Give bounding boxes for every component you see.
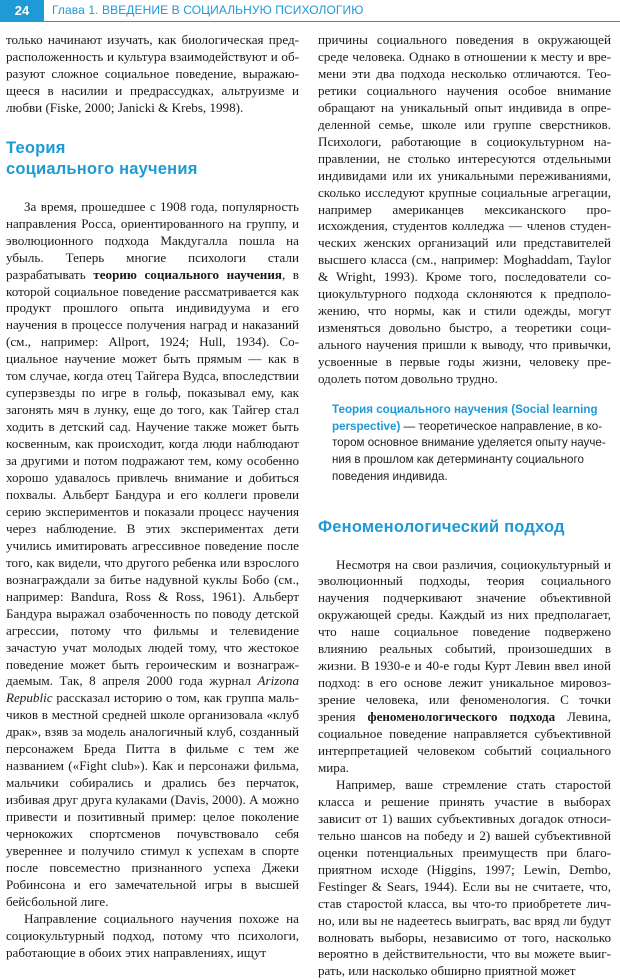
- running-header: [0, 0, 620, 22]
- definition-term: Теория социального научения (Social learning perspective): [332, 403, 598, 433]
- journal-title: Arizona Republic: [6, 673, 299, 706]
- text-run: За время, прошедшее с 1908 года, популярность направления Росса, ориентированного на группу, и эволюционного подхода Макдугалла пошла на убыль. Теперь многие психологи стали разрабатывать: [6, 198, 299, 282]
- text-run: Левина, социальное поведение направляется субъективной интерпретацией человеком событий социального мира.: [318, 709, 612, 775]
- section-heading-social-learning: [6, 138, 299, 180]
- body-paragraph: Например, ваше стремление стать старостой класса и решение принять участие в выборах зависит от 1) ваших субъективных догадок относительно шансов на победу и 2) вашей субъективной оценки потенциальных преимуществ при благоприятном исходе (Higgins, 1997; Lewin, Dembo, Festinger & Sears, 1944). Если вы не считаете, что, став старостой класса, вы что-то приобретете лично, или вы не надеетесь выиграть, вас вряд ли будут волновать выборы, независимо от того, насколько вероятно в действительности, что вы можете выиграть, или насколько обширно приятной может: [318, 776, 611, 979]
- body-paragraph: [318, 557, 611, 777]
- body-paragraph: [6, 199, 299, 911]
- continued-paragraph: причины социального поведения в окружающей среде человека. Однако в отношении к месту и времени эти два подхода несколько отличаются. Теоретики социального научения особое внимание обращают на уникальный опыт индивида в определенной семье, школе или группе сверстников. Психологи, работающие в социокультурном направлении, не столько интересуются отдельными индивидами или их уникальными переживаниями, сколько исследуют крупные социальные агрегации, например американцев мексиканского происхождения, студентов колледжа — членов студенческих женских организаций или представителей высшего класса (см., например: Moghaddam, Taylor & Wright, 1993). Кроме того, последователи социокультурного подхода склоняются к предположению, что нормы, как и стили одежды, могут изменяться довольно быстро, а теоретики социального научения пришли к выводу, что привычки, усвоенные в первые годы жизни, человеку преодолеть потом довольно трудно.: [318, 32, 611, 387]
- intro-paragraph: только начинают изучать, как биологическая предрасположенность и культура взаимодействуют и образуют сложное социальное поведение, выражающееся в насилии и предрассудках, альтруизме и любви (Fiske, 2000; Janicki & Krebs, 1998).: [6, 32, 299, 115]
- text-run: , в которой социальное поведение рассматривается как продукт прошлого опыта индивидуума и его научения в процессе получения наград и наказаний (см., например: Allport, 1924; Hull, 1934). Социальное научение может быть прямым — как в том случае, когда отец Тайгера Вудса, впоследствии суперзвезды по игре в гольф, показывал ему, как загонять мяч в лунку, еще до того, как Тайгер стал ходить в детский сад. Научение также может быть косвенным, как происходит, когда люди наблюдают за другими и потом подражают тем, кому особенно хорошо удавалось привлечь внимание и добиться похвалы. Альберт Бандура и его коллеги провели серию экспериментов и показали процесс научения через наблюдение. В этих экспериментах дети учились имитировать агрессивное поведение после того, как видели, что другого ребенка или взрослого вознаграждали за битье надувной куклы Бобо (см., например: Bandura, Ross & Ross, 1961). Альберт Бандура выражал озабоченность по поводу детской агрессии, потому что фильмы и телевидение зачастую учат молодых людей тому, что жестокое поведение может быть героическим и вознаграждаемым. Так, 8 апреля 2000 года журнал: [6, 266, 299, 689]
- text-run: Несмотря на свои различия, социокультурный и эволюционный подходы, теория социального научения подчеркивают значение объективной окружающей среды. Каждый из них предполагает, что наше социальное поведение подвержено влиянию реальных событий, произошедших в жизни. В 1930-е и 40-е годы Курт Левин ввел иной подход: в его основе лежит уникальное мировоззрение человека, или феноменология. С точки зрения: [318, 556, 611, 725]
- left-column: [6, 32, 299, 960]
- section-heading-phenomenology: Феноменологический подход: [318, 517, 565, 536]
- page-number: 24: [0, 0, 44, 21]
- heading-line-1: Теория: [6, 138, 66, 157]
- heading-line-2: социального научения: [6, 159, 198, 178]
- key-term: феноменологического подхода: [367, 709, 556, 725]
- header-rule: [0, 21, 620, 22]
- definition-box: [332, 402, 611, 486]
- definition-text: — теоретическое направление, в котором основное внимание уделяется опыту научения в прошлом как детерминанту социального поведения индивида.: [332, 419, 606, 483]
- key-term: теорию социального научения: [93, 266, 282, 282]
- right-column: [318, 32, 612, 979]
- body-paragraph: Направление социального научения похоже на социокультурный подход, потому что психологи, работающие в обоих этих направлениях, ищут: [6, 910, 299, 960]
- text-run: рассказал историю о том, как группа мальчиков в местной средней школе организовала «клуб драк», взяв за модель аналогичный клуб, созданный персонажем Бреда Питта в фильме с тем же названием («Fight club»). Как и персонажи фильма, мальчики собирались и дрались без перчаток, избивая друг друга кулаками (Davis, 2000). А можно привести и позитивный пример: целое поколение чернокожих спортсменов почувствовало себя увереннее и получило стимул к успехам в спорте после повсеместно признанного успеха Джеки Робинсона и его замечательной игры в высшей бейсбольной лиге.: [6, 690, 299, 909]
- running-head-title: Глава 1. ВВЕДЕНИЕ В СОЦИАЛЬНУЮ ПСИХОЛОГИЮ: [52, 3, 364, 17]
